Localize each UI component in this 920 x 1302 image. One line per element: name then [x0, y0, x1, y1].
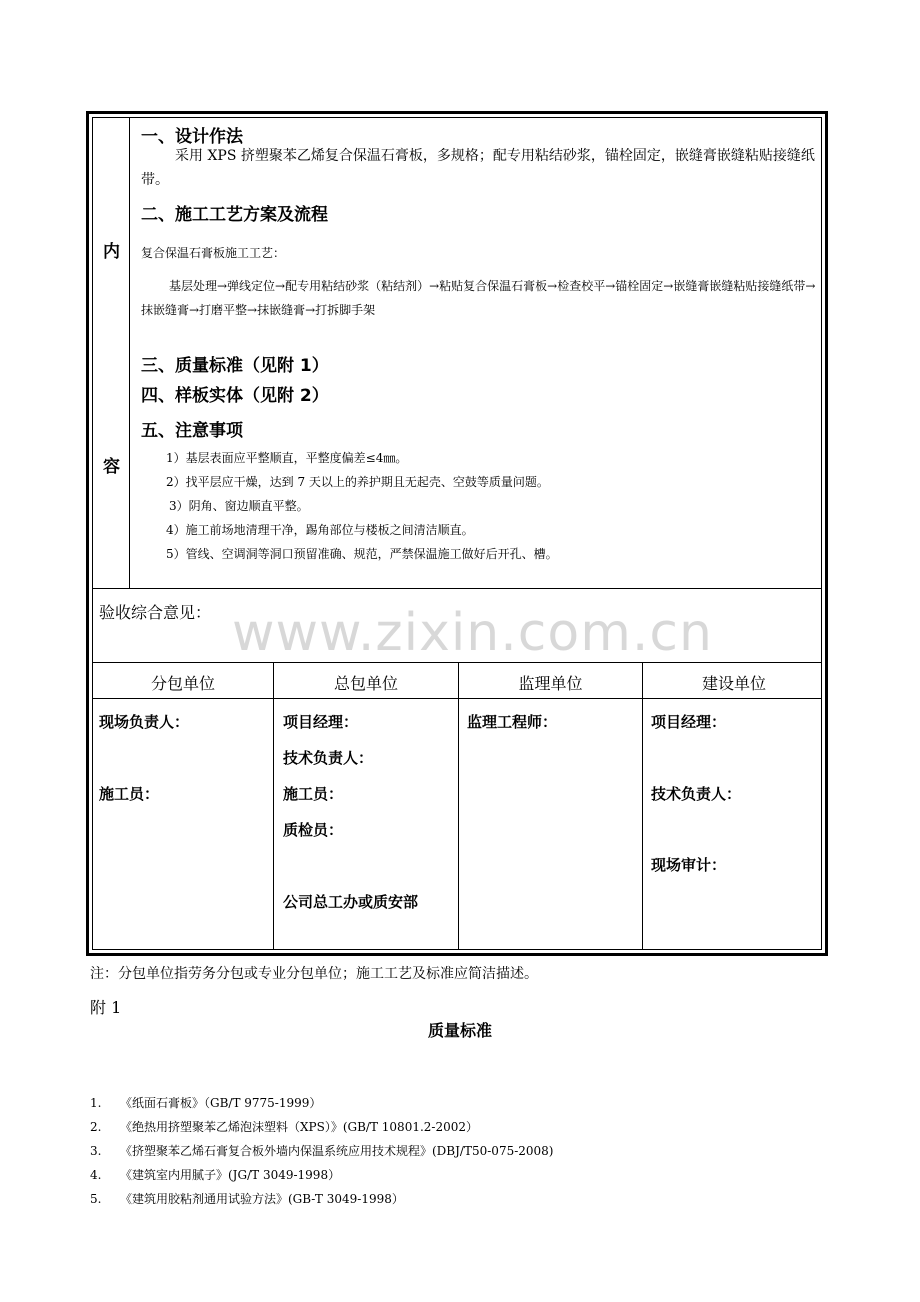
- section-3-title: 三、质量标准（见附 1）: [141, 356, 329, 376]
- standard-item: [90, 1094, 321, 1111]
- section-4-title: 四、样板实体（见附 2）: [141, 386, 329, 406]
- note-item: 1）基层表面应平整顺直，平整度偏差≤4㎜。: [166, 451, 408, 465]
- column-header-subcontractor: 分包单位: [150, 674, 215, 693]
- signature-technical-lead: 技术负责人：: [651, 785, 742, 803]
- standard-number: 5.: [90, 1192, 102, 1206]
- signature-site-manager: 现场负责人：: [99, 713, 190, 731]
- form-table-inner: [92, 117, 822, 950]
- standard-item: [90, 1142, 554, 1159]
- attachment-label: 附 1: [90, 998, 122, 1017]
- standard-text: 《建筑室内用腻子》(JG/T 3049-1998）: [120, 1168, 341, 1182]
- signature-builder: 施工员：: [99, 785, 160, 803]
- standard-item: [90, 1190, 404, 1207]
- column-divider-1: [273, 662, 274, 949]
- signature-site-auditor: 现场审计：: [651, 856, 727, 874]
- column-header-supervisor: 监理单位: [518, 674, 583, 693]
- column-divider-3: [642, 662, 643, 949]
- footnote: 注：分包单位指劳务分包或专业分包单位；施工工艺及标准应简洁描述。: [90, 966, 538, 982]
- standard-item: [90, 1118, 478, 1135]
- standard-item: [90, 1166, 340, 1183]
- standard-text: 《建筑用胶粘剂通用试验方法》(GB-T 3049-1998）: [120, 1192, 404, 1206]
- form-table: [86, 111, 828, 956]
- column-divider-2: [458, 662, 459, 949]
- section-2-subtitle: 复合保温石膏板施工工艺：: [141, 246, 286, 260]
- signature-builder: 施工员：: [283, 785, 344, 803]
- section-1-title: 一、设计作法: [141, 127, 243, 147]
- side-label-bottom: 容: [103, 457, 120, 477]
- standard-text: 《挤塑聚苯乙烯石膏复合板外墙内保温系统应用技术规程》(DBJ/T50-075-2008): [120, 1144, 554, 1158]
- standard-number: 3.: [90, 1144, 102, 1158]
- standard-text: 《纸面石膏板》（GB/T 9775-1999）: [120, 1096, 322, 1110]
- signature-supervising-engineer: 监理工程师：: [467, 713, 558, 731]
- standard-text: 《绝热用挤塑聚苯乙烯泡沫塑料（XPS）》(GB/T 10801.2-2002）: [120, 1120, 479, 1134]
- column-header-general-contractor: 总包单位: [333, 674, 398, 693]
- section-2-flow: 基层处理→弹线定位→配专用粘结砂浆（粘结剂）→粘贴复合保温石膏板→检查校平→锚栓固定→嵌缝膏嵌缝粘贴接缝纸带→抹嵌缝膏→打磨平整→抹嵌缝膏→打拆脚手架: [141, 279, 816, 317]
- note-item: 2）找平层应干燥，达到 7 天以上的养护期且无起壳、空鼓等质量问题。: [166, 475, 549, 489]
- signature-quality-inspector: 质检员：: [283, 821, 344, 839]
- signature-company-office: 公司总工办或质安部: [283, 893, 419, 911]
- note-item: 3）阴角、窗边顺直平整。: [169, 499, 309, 513]
- note-item: 4）施工前场地清理干净，踢角部位与楼板之间清洁顺直。: [166, 523, 474, 537]
- section-2-title: 二、施工工艺方案及流程: [141, 205, 328, 225]
- side-column-divider: [129, 118, 130, 588]
- section-5-title: 五、注意事项: [141, 421, 243, 441]
- signature-technical-lead: 技术负责人：: [283, 749, 374, 767]
- column-header-owner: 建设单位: [701, 674, 766, 693]
- standard-number: 2.: [90, 1120, 102, 1134]
- side-label-top: 内: [103, 242, 120, 262]
- acceptance-label: 验收综合意见：: [99, 603, 212, 622]
- watermark: www.zixin.com.cn: [232, 603, 713, 663]
- note-item: 5）管线、空调洞等洞口预留准确、规范，严禁保温施工做好后开孔、槽。: [166, 547, 558, 561]
- standard-number: 4.: [90, 1168, 102, 1182]
- column-header-bottom-border: [93, 698, 821, 699]
- content-bottom-border: [93, 588, 821, 589]
- section-1-text: 采用 XPS 挤塑聚苯乙烯复合保温石膏板，多规格；配专用粘结砂浆，锚栓固定，嵌缝膏嵌缝粘贴接缝纸带。: [141, 148, 815, 188]
- signature-project-manager: 项目经理：: [283, 713, 359, 731]
- quality-standards-title: 质量标准: [427, 1021, 492, 1040]
- standard-number: 1.: [90, 1096, 102, 1110]
- signature-project-manager: 项目经理：: [651, 713, 727, 731]
